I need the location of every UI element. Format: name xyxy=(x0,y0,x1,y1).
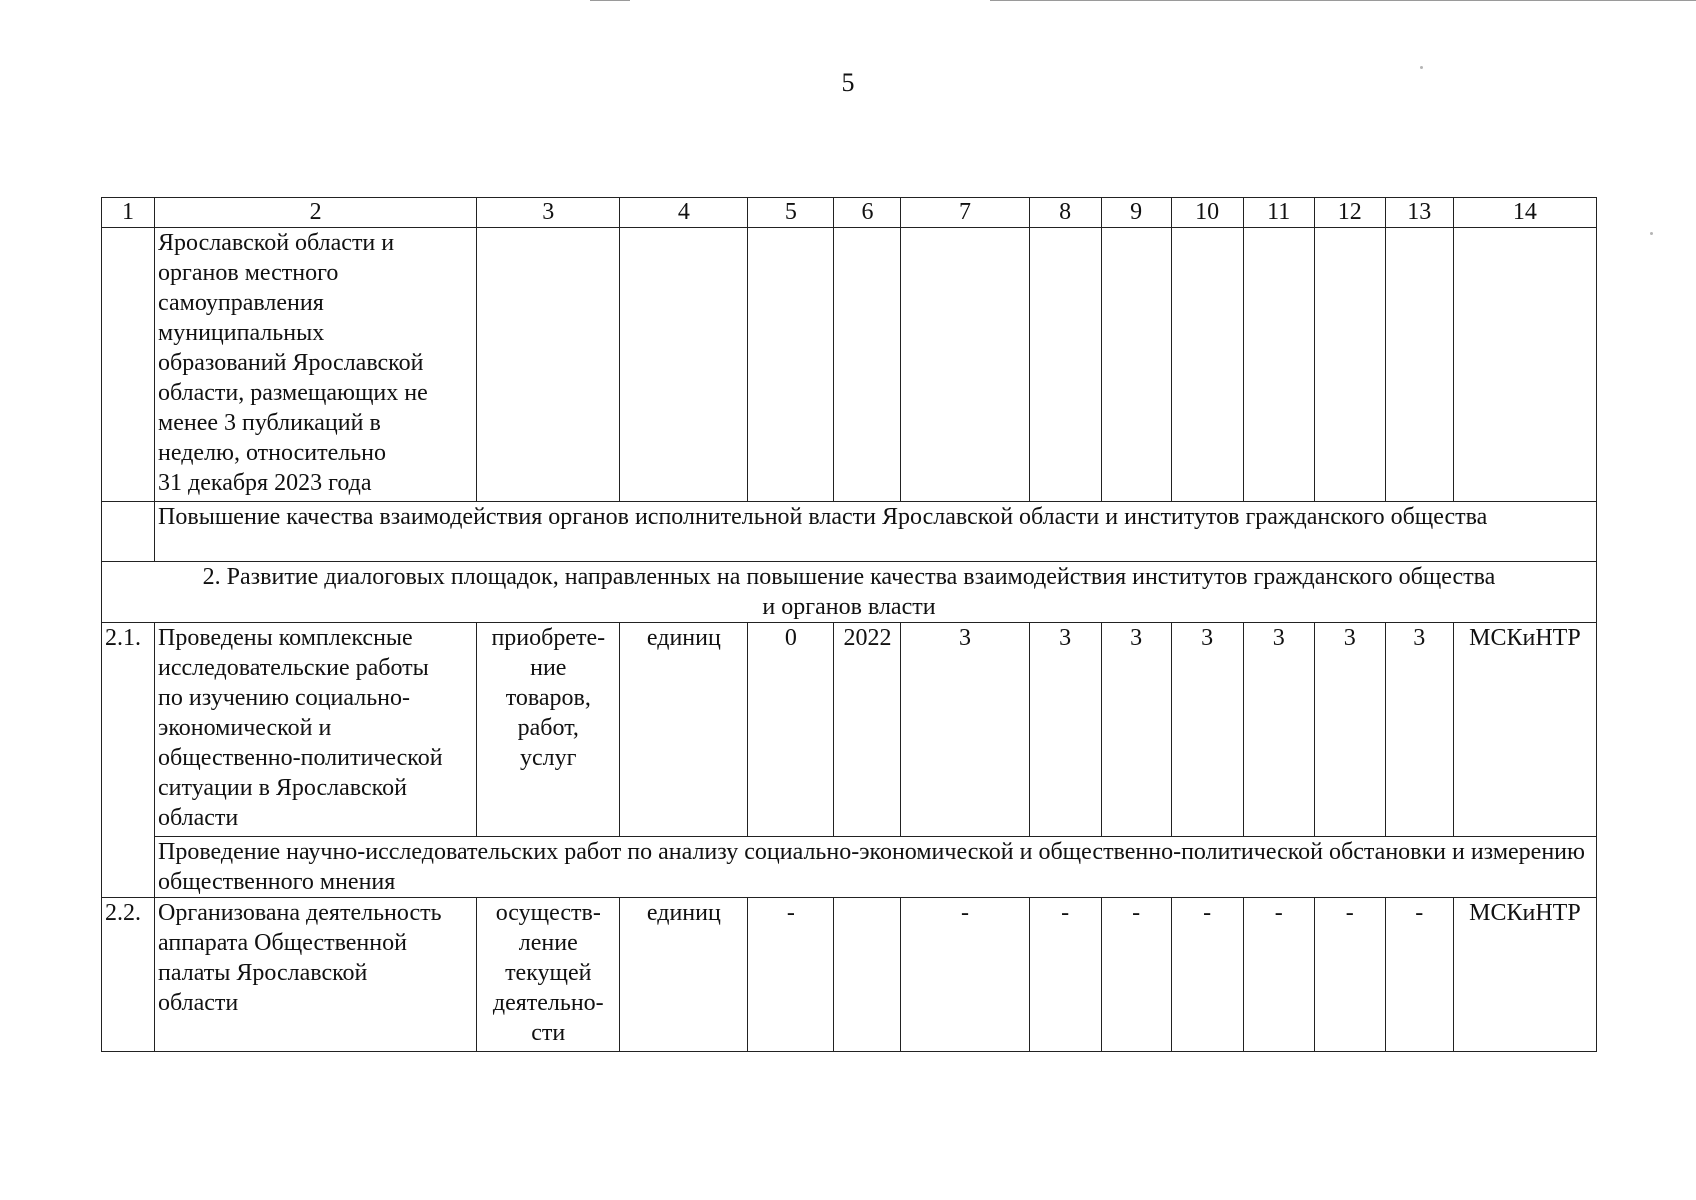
value-cell: - xyxy=(1101,898,1171,1052)
column-header: 8 xyxy=(1029,198,1101,228)
empty-cell xyxy=(620,228,748,502)
value-cell: 3 xyxy=(1243,623,1314,837)
scan-speck xyxy=(1650,232,1653,235)
indicator-row xyxy=(102,623,1597,837)
continued-indicator-row xyxy=(102,228,1597,502)
measure-description: Повышение качества взаимодействия органов исполнительной власти Ярославской области и институтов гражданского общества xyxy=(155,502,1597,562)
page-number: 5 xyxy=(841,68,855,97)
value-cell: - xyxy=(1171,898,1243,1052)
column-header: 14 xyxy=(1453,198,1596,228)
value-cell: 3 xyxy=(1029,623,1101,837)
indicator-name-cell: Ярославской области и органов местного самоуправления муниципальных образований Ярославской области, размещающих не менее 3 публикаций в неделю, относительно 31 декабря 2023 года xyxy=(155,228,477,502)
empty-cell xyxy=(748,228,834,502)
column-header: 4 xyxy=(620,198,748,228)
section-heading-row xyxy=(102,562,1597,623)
measure-row xyxy=(102,502,1597,562)
row-number-cell: 2.1. xyxy=(102,623,155,898)
value-cell: 3 xyxy=(1314,623,1385,837)
row-number-cell xyxy=(102,228,155,502)
value-cell: - xyxy=(901,898,1029,1052)
base-year-cell xyxy=(834,898,901,1052)
section-heading-line: 2. Развитие диалоговых площадок, направленных на повышение качества взаимодействия институтов гражданского общества xyxy=(202,564,1496,590)
scan-artifact-line xyxy=(990,0,1696,1)
indicator-name-cell: Организована деятельность аппарата Общественной палаты Ярославской области xyxy=(155,898,477,1052)
value-cell: 0 xyxy=(748,623,834,837)
base-year-cell: 2022 xyxy=(834,623,901,837)
value-cell: 3 xyxy=(901,623,1029,837)
unit-cell: единиц xyxy=(620,623,748,837)
value-cell: 3 xyxy=(1171,623,1243,837)
empty-cell xyxy=(834,228,901,502)
column-header: 2 xyxy=(155,198,477,228)
value-cell: 3 xyxy=(1101,623,1171,837)
indicator-row xyxy=(102,898,1597,1052)
value-cell: - xyxy=(1314,898,1385,1052)
measure-row xyxy=(102,837,1597,898)
responsible-cell: МСКиНТР xyxy=(1453,898,1596,1052)
activity-type-cell: приобрете- ние товаров, работ, услуг xyxy=(477,623,620,837)
empty-cell xyxy=(1385,228,1453,502)
column-header: 3 xyxy=(477,198,620,228)
value-cell: - xyxy=(1243,898,1314,1052)
value-cell: - xyxy=(748,898,834,1052)
empty-cell xyxy=(1029,228,1101,502)
row-number-cell xyxy=(102,502,155,562)
value-cell: 3 xyxy=(1385,623,1453,837)
column-header: 10 xyxy=(1171,198,1243,228)
empty-cell xyxy=(1314,228,1385,502)
indicator-table xyxy=(101,197,1597,1052)
value-cell: - xyxy=(1385,898,1453,1052)
empty-cell xyxy=(1101,228,1171,502)
empty-cell xyxy=(477,228,620,502)
empty-cell xyxy=(1171,228,1243,502)
indicator-name-cell: Проведены комплексные исследовательские работы по изучению социально- экономической и общественно-политической ситуации в Ярославской области xyxy=(155,623,477,837)
section-heading-line: и органов власти xyxy=(762,594,936,620)
column-header: 13 xyxy=(1385,198,1453,228)
empty-cell xyxy=(1453,228,1596,502)
column-header: 5 xyxy=(748,198,834,228)
column-header: 1 xyxy=(102,198,155,228)
measure-description: Проведение научно-исследовательских работ по анализу социально-экономической и общественно-политической обстановки и измерению общественного мнения xyxy=(155,837,1597,898)
column-number-header-row xyxy=(102,198,1597,228)
value-cell: - xyxy=(1029,898,1101,1052)
column-header: 12 xyxy=(1314,198,1385,228)
column-header: 7 xyxy=(901,198,1029,228)
activity-type-cell: осуществ- ление текущей деятельно- сти xyxy=(477,898,620,1052)
unit-cell: единиц xyxy=(620,898,748,1052)
empty-cell xyxy=(901,228,1029,502)
row-number-cell: 2.2. xyxy=(102,898,155,1052)
scan-artifact-line xyxy=(590,0,630,1)
responsible-cell: МСКиНТР xyxy=(1453,623,1596,837)
section-heading xyxy=(102,562,1597,623)
column-header: 11 xyxy=(1243,198,1314,228)
column-header: 9 xyxy=(1101,198,1171,228)
column-header: 6 xyxy=(834,198,901,228)
empty-cell xyxy=(1243,228,1314,502)
